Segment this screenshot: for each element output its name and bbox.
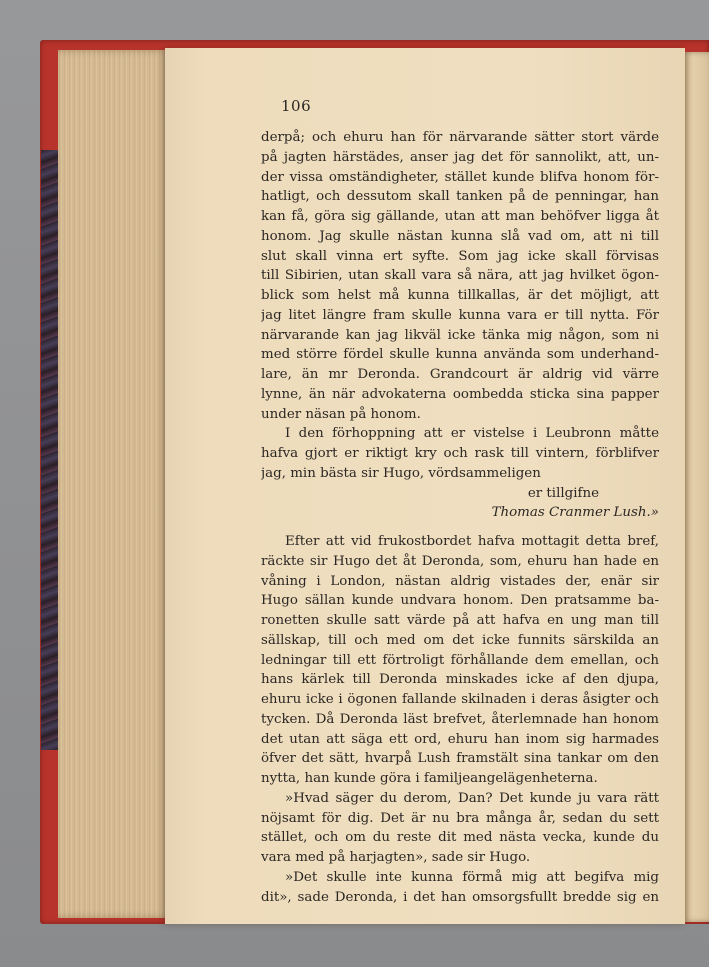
text-line: I den förhoppning att er vistelse i Leubronn måtte xyxy=(285,426,659,442)
text-line: nytta, han kunde göra i familjeangelägenheterna. xyxy=(261,771,598,786)
text-line: hafva gjort er riktigt kry och rask till vintern, förblifver xyxy=(261,446,659,461)
text-line: det utan att säga ett ord, ehuru han inom sig harmades xyxy=(261,731,659,747)
text-line: blick som helst må kunna tillkallas, är det möjligt, att xyxy=(261,288,659,303)
text-line: derpå; och ehuru han för närvarande sätter stort värde xyxy=(261,130,659,145)
text-line: Hugo sällan kunde undvara honom. Den pratsamme ba- xyxy=(261,593,659,609)
text-line: dit», sade Deronda, i det han omsorgsfullt bredde sig en xyxy=(261,889,659,905)
text-line: slut skall vinna ert syfte. Som jag icke skall förvisas xyxy=(261,248,659,264)
text-line: ehuru icke i ögonen fallande skilnaden i deras åsigter och xyxy=(261,692,659,707)
text-line: till Sibirien, utan skall vara så nära, att jag hvilket ögon- xyxy=(261,268,659,284)
text-line: honom. Jag skulle nästan kunna slå vad om, att ni till xyxy=(261,228,659,244)
page-text xyxy=(261,128,659,907)
text-line: på jagten härstädes, anser jag det för sannolikt, att, un- xyxy=(261,149,659,165)
text-line: Efter att vid frukostbordet hafva mottagit detta bref, xyxy=(285,534,659,549)
text-line: »Hvad säger du derom, Dan? Det kunde ju vara rätt xyxy=(285,790,659,806)
text-line: »Det skulle inte kunna förmå mig att begifva mig xyxy=(285,869,659,885)
text-line: stället, och om du reste dit med nästa vecka, kunde du xyxy=(261,830,659,846)
page-number: 106 xyxy=(281,97,312,115)
text-line: kan få, göra sig gällande, utan att man behöfver ligga åt xyxy=(261,209,659,224)
text-line: vara med på harjagten», sade sir Hugo. xyxy=(261,850,531,865)
text-line: öfver det sätt, hvarpå Lush framstält sina tankar om den xyxy=(261,751,659,767)
text-line: jag litet längre fram skulle kunna vara er till nytta. För xyxy=(261,307,659,323)
text-line: nöjsamt för dig. Det är nu bra många år, sedan du sett xyxy=(261,810,659,826)
text-line: jag, min bästa sir Hugo, vördsammeligen xyxy=(261,465,541,481)
text-line: hatligt, och dessutom skall tanken på de penningar, han xyxy=(261,189,659,205)
signature-line: Thomas Cranmer Lush.» xyxy=(491,505,659,521)
text-line: närvarande kan jag likväl icke tänka mig någon, som ni xyxy=(261,327,659,343)
text-line: ronetten skulle satt värde på att hafva en ung man till xyxy=(261,613,659,628)
text-line: våning i London, nästan aldrig vistades der, enär sir xyxy=(261,573,659,589)
text-line: sällskap, till och med om det icke funnits särskilda an xyxy=(261,632,659,648)
text-line: hans kärlek till Deronda minskades icke af den djupa, xyxy=(261,672,659,688)
text-line: ledningar till ett förtroligt förhållande dem emellan, och xyxy=(261,652,659,668)
text-line: med större fördel skulle kunna använda som underhand- xyxy=(261,347,659,363)
text-line: der vissa omständigheter, stället kunde blifva honom för- xyxy=(261,169,659,185)
text-line: lynne, än när advokaterna oombedda sticka sina papper xyxy=(261,386,659,402)
paragraph-gap xyxy=(261,523,659,532)
facing-page-edge xyxy=(683,52,709,922)
text-line: under näsan på honom. xyxy=(261,406,421,422)
text-line: tycken. Då Deronda läst brefvet, återlemnade han honom xyxy=(261,711,659,727)
closing-line: er tillgifne xyxy=(527,485,599,501)
page-edges xyxy=(58,50,170,918)
text-line: lare, än mr Deronda. Grandcourt är aldrig vid värre xyxy=(261,367,659,382)
text-line: räckte sir Hugo det åt Deronda, som, ehuru han hade en xyxy=(261,553,659,569)
